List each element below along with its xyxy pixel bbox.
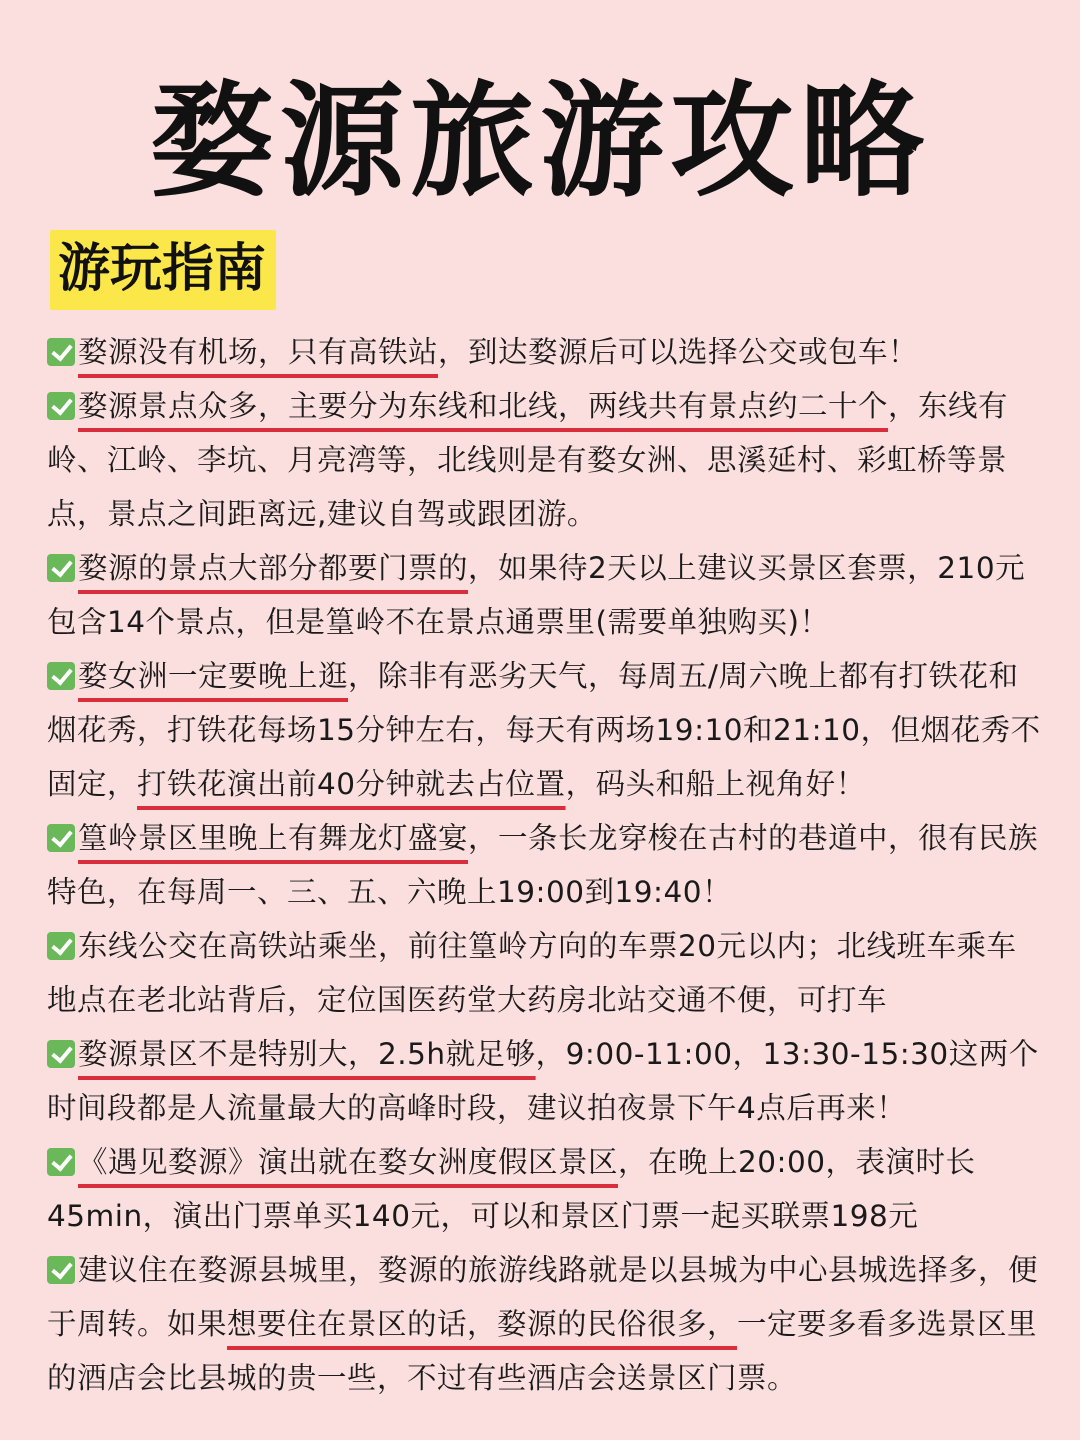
list-item: 婺女洲一定要晚上逛，除非有恶劣天气，每周五/周六晚上都有打铁花和烟花秀，打铁花每场15分钟左右，每天有两场19:10和21:10，但烟花秀不固定，打铁花演出前40分钟就去占位置，码头和船上视角好！ (47, 659, 1041, 801)
section-tag: 游玩指南 (50, 230, 276, 310)
guide-list (47, 325, 1042, 1405)
page-title: 婺源旅游攻略 (149, 70, 930, 214)
list-item: 婺源景区不是特别大，2.5h就足够，9:00-11:00，13:30-15:30这两个时间段都是人流量最大的高峰时段，建议拍夜景下午4点后再来！ (47, 1037, 1039, 1125)
list-item: 《遇见婺源》演出就在婺女洲度假区景区，在晚上20:00，表演时长45min，演出门票单买140元，可以和景区门票一起买联票198元 (47, 1145, 976, 1233)
check-icon (47, 662, 75, 690)
list-item: 婺源的景点大部分都要门票的，如果待2天以上建议买景区套票，210元包含14个景点，但是篁岭不在景点通票里(需要单独购买)！ (47, 551, 1026, 639)
check-icon (47, 1256, 75, 1284)
check-icon (47, 1040, 75, 1068)
check-icon (47, 554, 75, 582)
list-item: 婺源没有机场，只有高铁站，到达婺源后可以选择公交或包车！ (47, 325, 1042, 379)
list-item: 东线公交在高铁站乘坐，前往篁岭方向的车票20元以内；北线班车乘车地点在老北站背后，定位国医药堂大药房北站交通不便，可打车 (47, 929, 1017, 1017)
check-icon (47, 1148, 75, 1176)
check-icon (47, 338, 75, 366)
check-icon (47, 392, 75, 420)
check-icon (47, 932, 75, 960)
list-item: 建议住在婺源县城里，婺源的旅游线路就是以县城为中心县城选择多，便于周转。如果想要住在景区的话，婺源的民俗很多，一定要多看多选景区里的酒店会比县城的贵一些，不过有些酒店会送景区门票。 (47, 1253, 1039, 1395)
list-item: 篁岭景区里晚上有舞龙灯盛宴，一条长龙穿梭在古村的巷道中，很有民族特色，在每周一、三、五、六晚上19:00到19:40！ (47, 821, 1039, 909)
list-item: 婺源景点众多，主要分为东线和北线，两线共有景点约二十个，东线有岭、江岭、李坑、月亮湾等，北线则是有婺女洲、思溪延村、彩虹桥等景点，景点之间距离远,建议自驾或跟团游。 (47, 389, 1009, 531)
check-icon (47, 824, 75, 852)
